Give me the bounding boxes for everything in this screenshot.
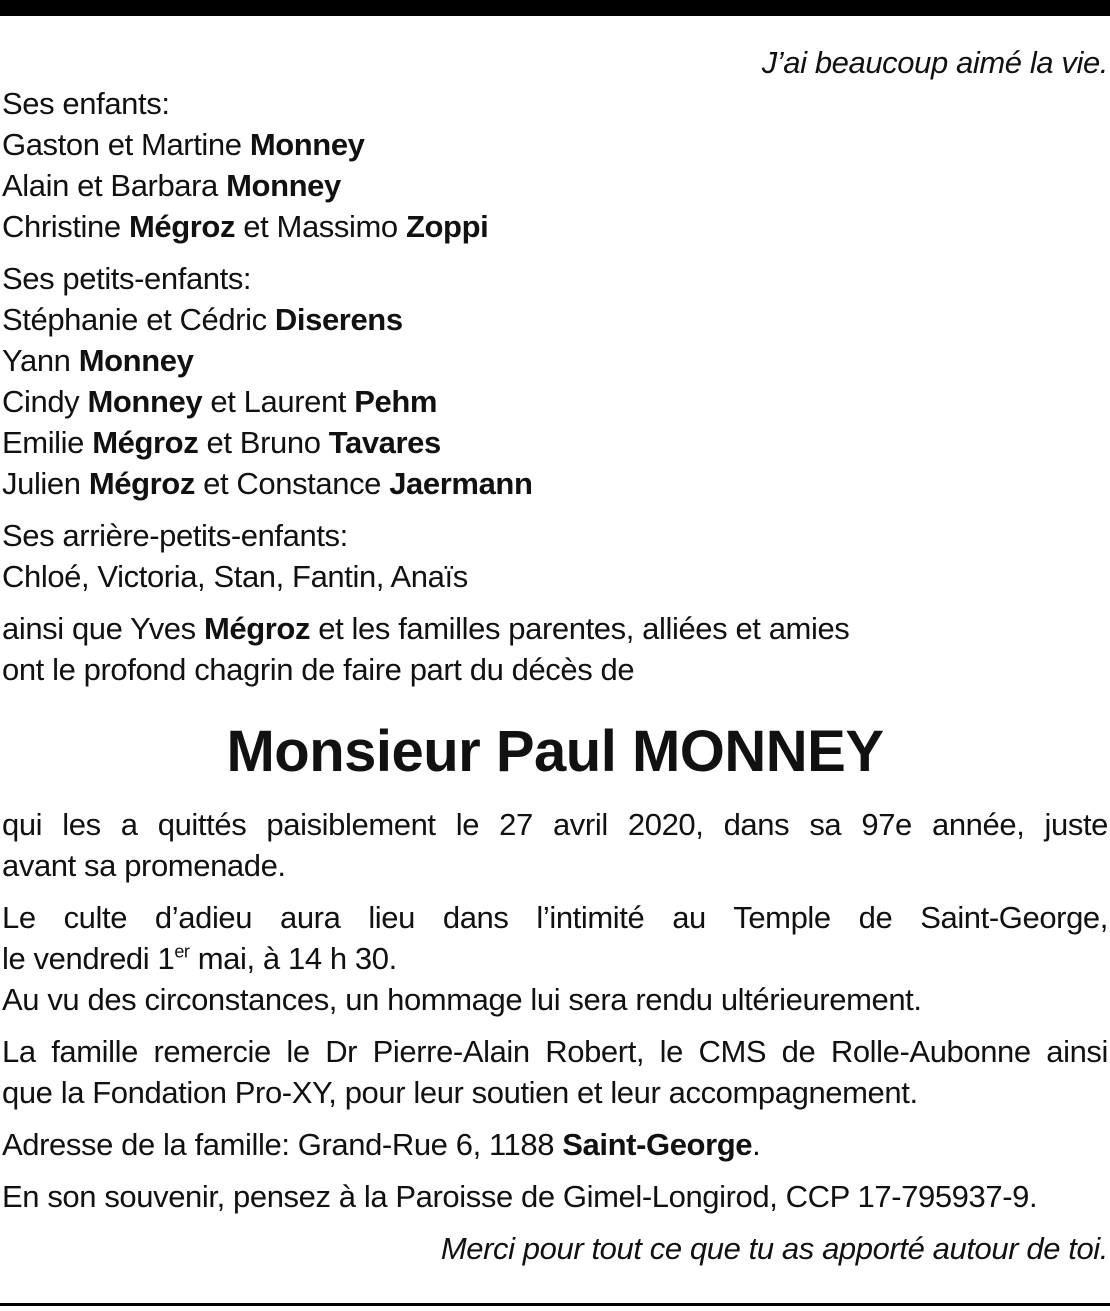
epigraph: J’ai beaucoup aimé la vie. — [761, 45, 1108, 80]
tribute-line: Au vu des circonstances, un hommage lui sera rendu ultérieurement. — [2, 982, 922, 1017]
families-text: et les familles parentes, alliées et amies — [310, 611, 850, 646]
grandchildren-section — [2, 258, 1108, 504]
top-border-rule — [0, 0, 1110, 16]
paragraph-line: qui les a quittés paisiblement le 27 avril 2020, dans sa 97e année, juste — [2, 807, 1108, 842]
families-text: ainsi que Yves — [2, 611, 204, 646]
children-section — [2, 83, 1108, 247]
thanks-paragraph — [2, 1031, 1108, 1113]
children-line — [2, 165, 1108, 206]
family-address — [2, 1124, 1108, 1165]
surname: Zoppi — [405, 209, 489, 244]
obituary-notice — [2, 42, 1108, 1269]
grandchildren-line — [2, 340, 1108, 381]
service-date-text: le vendredi 1 — [2, 941, 175, 976]
service-time-text: mai, à 14 h 30. — [189, 941, 397, 976]
deceased-name: Monsieur Paul MONNEY — [226, 719, 884, 784]
grandchildren-line — [2, 422, 1108, 463]
paragraph-line: La famille remercie le Dr Pierre-Alain Robert, le CMS de Rolle-Aubonne ainsi — [2, 1034, 1108, 1069]
given-names: Gaston et Martine — [2, 127, 250, 162]
address-town: Saint-George — [562, 1127, 753, 1162]
surname: Tavares — [328, 425, 441, 460]
surname: Mégroz — [203, 611, 311, 646]
children-heading: Ses enfants: — [2, 86, 170, 121]
service-paragraph — [2, 897, 1108, 1020]
surname: Monney — [78, 343, 194, 378]
given-names: et Massimo — [235, 209, 406, 244]
passing-paragraph — [2, 804, 1108, 886]
surname: Pehm — [354, 384, 438, 419]
given-names: et Laurent — [202, 384, 355, 419]
great-grandchildren-heading: Ses arrière-petits-enfants: — [2, 518, 348, 553]
given-names: Yann — [2, 343, 79, 378]
address-period: . — [752, 1127, 761, 1162]
great-grandchildren-section — [2, 515, 1108, 597]
ordinal-suffix: er — [174, 941, 190, 962]
families-section — [2, 608, 1108, 690]
given-names: et Bruno — [198, 425, 329, 460]
great-grandchildren-names: Chloé, Victoria, Stan, Fantin, Anaïs — [2, 559, 468, 594]
grandchildren-line — [2, 381, 1108, 422]
donation-line: En son souvenir, pensez à la Paroisse de Gimel-Longirod, CCP 17-795937-9. — [2, 1179, 1038, 1214]
surname: Mégroz — [92, 425, 199, 460]
paragraph-line: Le culte d’adieu aura lieu dans l’intimité au Temple de Saint-George, — [2, 900, 1108, 935]
surname: Monney — [226, 168, 341, 203]
given-names: Julien — [2, 466, 89, 501]
surname: Mégroz — [128, 209, 236, 244]
given-names: Stéphanie et Cédric — [2, 302, 275, 337]
bottom-border-rule — [0, 1303, 1110, 1306]
given-names: Christine — [2, 209, 129, 244]
given-names: et Constance — [194, 466, 390, 501]
grandchildren-heading: Ses petits-enfants: — [2, 261, 252, 296]
paragraph-line: avant sa promenade. — [2, 848, 286, 883]
families-line — [2, 608, 1108, 649]
given-names: Cindy — [2, 384, 88, 419]
surname: Mégroz — [88, 466, 195, 501]
grandchildren-line — [2, 299, 1108, 340]
surname: Monney — [87, 384, 203, 419]
announcement-line: ont le profond chagrin de faire part du décès de — [2, 652, 635, 687]
given-names: Alain et Barbara — [2, 168, 227, 203]
paragraph-line — [2, 938, 1108, 979]
children-line — [2, 206, 1108, 247]
children-line — [2, 124, 1108, 165]
surname: Diserens — [274, 302, 403, 337]
given-names: Emilie — [2, 425, 93, 460]
surname: Monney — [249, 127, 365, 162]
surname: Jaermann — [389, 466, 533, 501]
closing-line: Merci pour tout ce que tu as apporté autour de toi. — [440, 1231, 1108, 1266]
paragraph-line: que la Fondation Pro-XY, pour leur soutien et leur accompagnement. — [2, 1075, 918, 1110]
grandchildren-line — [2, 463, 1108, 504]
address-text: Adresse de la famille: Grand-Rue 6, 1188 — [2, 1127, 563, 1162]
